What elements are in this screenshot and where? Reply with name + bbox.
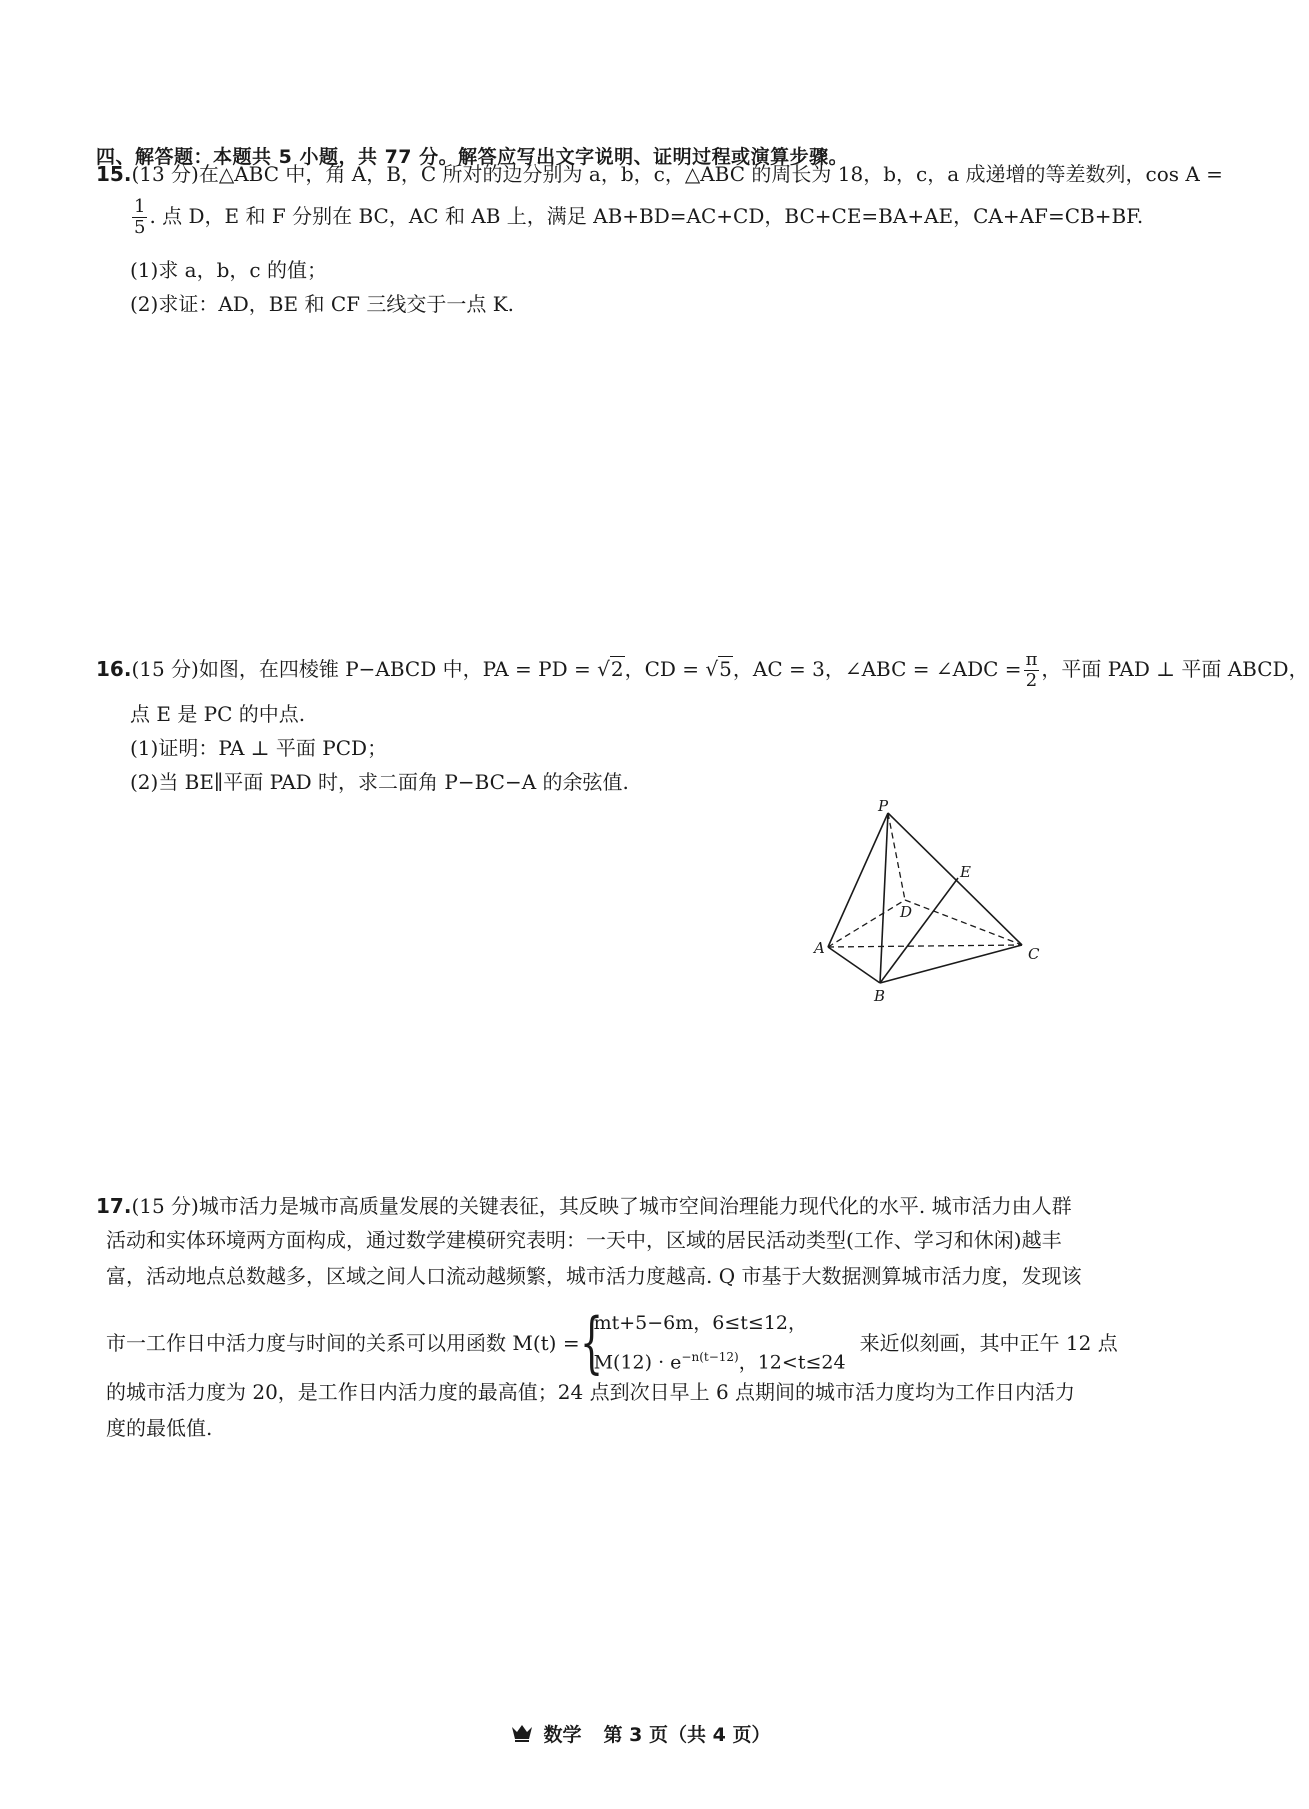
edge-PC [888, 813, 1022, 945]
q17-number: 17. [96, 1194, 132, 1218]
edge-BC [880, 945, 1022, 983]
section-heading: 四、解答题：本题共 5 小题，共 77 分。解答应写出文字说明、证明过程或演算步骤。 [96, 146, 849, 168]
edge-AC [828, 945, 1022, 947]
label-P: P [878, 797, 889, 815]
q16-part1: (1)证明：PA ⊥ 平面 PCD； [130, 736, 388, 760]
q16-line2: 点 E 是 PC 的中点. [130, 702, 306, 726]
edge-DC [905, 900, 1022, 945]
q17-line6: 度的最低值. [106, 1416, 213, 1440]
q15-text1: (13 分)在△ABC 中，角 A，B，C 所对的边分别为 a，b，c，△ABC 的周长为 18，b，c，a 成递增的等差数列，cos A = [131, 162, 1223, 186]
q16-line1: 16.(15 分)如图，在四棱锥 P−ABCD 中，PA = PD = √2，CD = √5，AC = 3，∠ABC = ∠ADC = $\frac{\pi}{2}$ ，平面 PAD ⊥ 平面 ABCD， [96, 649, 1309, 691]
q15-line1 [96, 160, 1223, 188]
q15-part1: (1)求 a，b，c 的值； [130, 258, 327, 282]
q16-fraction: $\frac{\pi}{2}$ [1025, 649, 1038, 691]
q15-line2 [130, 197, 1143, 238]
case-2: $M(12) \cdot e^{-n(t-12)}$，12<t≤24 [593, 1350, 846, 1374]
q17-line1: 17.(15 分)城市活力是城市高质量发展的关键表征，其反映了城市空间治理能力现代化的水平. 城市活力由人群 [96, 1194, 1072, 1218]
edge-PA [828, 813, 888, 947]
footer-page: 第 3 页（共 4 页） [603, 1724, 771, 1746]
label-E: E [960, 863, 971, 881]
edge-PD [888, 813, 905, 900]
q15-part2: (2)求证：AD，BE 和 CF 三线交于一点 K. [130, 292, 515, 316]
q15-number: 15. [96, 162, 132, 186]
label-A: A [814, 939, 825, 957]
page-footer [0, 1720, 1280, 1748]
q17-line5: 的城市活力度为 20，是工作日内活力度的最高值；24 点到次日早上 6 点期间的城市活力度均为工作日内活力 [106, 1380, 1076, 1404]
q16-number: 16. [96, 657, 132, 681]
q16-sqrt1: 2 [610, 657, 624, 681]
footer-subject: 数学 [543, 1724, 582, 1746]
edge-AD [828, 900, 905, 947]
q16-part2: (2)当 BE∥平面 PAD 时，求二面角 P−BC−A 的余弦值. [130, 770, 629, 794]
q17-line4: 市一工作日中活力度与时间的关系可以用函数 M(t) = { mt+5−6m，6≤t≤12， $M(12) \cdot e^{-n(t-12)}$，12<t≤24 来近似刻画，其中正午 12 点 [106, 1304, 1118, 1382]
edge-PB [880, 813, 888, 983]
publisher-logo-icon [510, 1723, 534, 1748]
label-D: D [900, 903, 913, 921]
q16-sqrt2: 5 [719, 657, 732, 681]
case-1: mt+5−6m，6≤t≤12， [593, 1312, 808, 1335]
brace-icon: { [579, 1304, 603, 1382]
q15-fraction: $\frac{1}{5}$ [134, 196, 146, 238]
label-B: B [874, 987, 886, 1005]
edge-AB [828, 947, 880, 983]
q17-line2: 活动和实体环境两方面构成，通过数学建模研究表明：一天中，区域的居民活动类型(工作、学习和休闲)越丰 [106, 1228, 1062, 1252]
edge-BE [880, 878, 958, 983]
label-C: C [1028, 945, 1040, 963]
piecewise-function [579, 1304, 846, 1382]
q17-line3: 富，活动地点总数越多，区域之间人口流动越频繁，城市活力度越高. Q 市基于大数据测算城市活力度，发现该 [106, 1264, 1082, 1288]
q15-text2: . 点 D，E 和 F 分别在 BC，AC 和 AB 上，满足 AB+BD=AC+CD，BC+CE=BA+AE，CA+AF=CB+BF. [149, 204, 1144, 228]
pyramid-figure [810, 795, 1070, 1015]
